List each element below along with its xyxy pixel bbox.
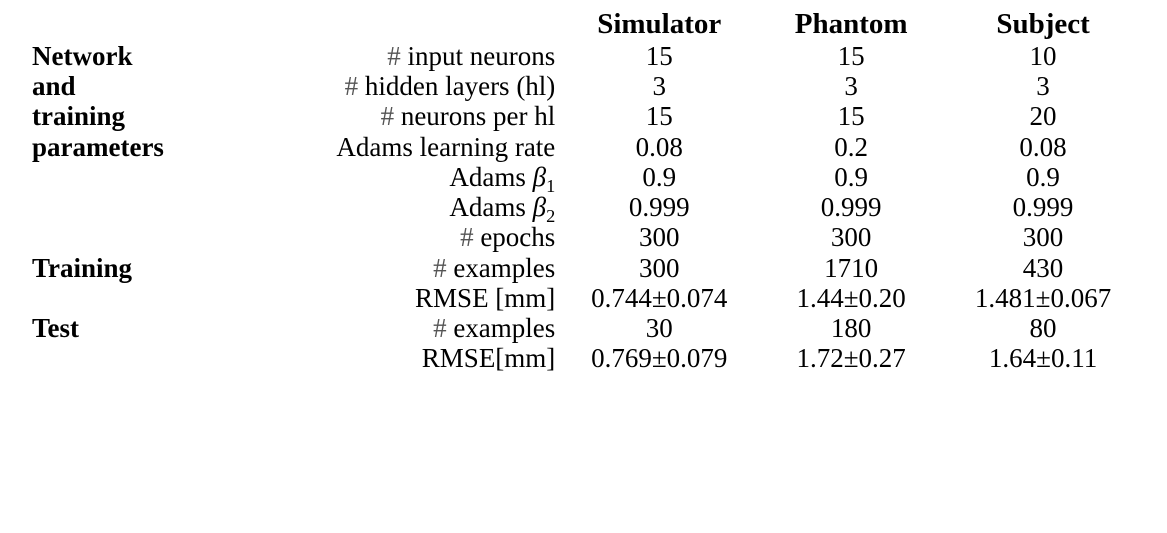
cell-simulator: 3 [652, 71, 666, 102]
cell-subject: 1.64±0.11 [988, 343, 1098, 374]
cell-simulator: 300 [638, 252, 680, 283]
cell-phantom: 3 [844, 71, 858, 102]
group-label-empty [28, 162, 230, 192]
table-container [0, 8, 1167, 533]
cell-subject: 1.481±0.067 [974, 282, 1112, 313]
cell-phantom: 0.2 [834, 131, 868, 162]
group-label-and: and [32, 71, 76, 102]
cell-phantom: 0.999 [820, 192, 882, 223]
cell-subject: 430 [1022, 252, 1064, 283]
row-label: Adams $\beta_1$ [449, 161, 556, 196]
header-blank-1 [28, 8, 230, 41]
cell-subject: 80 [1029, 313, 1057, 344]
group-label-training-params: training [32, 101, 126, 132]
group-label-network: Network [32, 41, 133, 71]
cell-phantom: 0.9 [834, 161, 868, 192]
row-label: # input neurons [387, 41, 556, 71]
table-row [28, 283, 1139, 313]
row-label: RMSE [mm] [415, 282, 556, 313]
group-label-empty [28, 343, 230, 373]
table-row [28, 132, 1139, 162]
cell-simulator: 0.999 [628, 192, 690, 223]
group-label-empty [28, 283, 230, 313]
cell-simulator: 15 [645, 101, 673, 132]
group-label-test: Test [32, 313, 80, 344]
cell-subject: 10 [1029, 41, 1057, 71]
cell-simulator: 30 [645, 313, 673, 344]
group-label-empty [28, 192, 230, 222]
cell-phantom: 180 [830, 313, 872, 344]
cell-phantom: 1.44±0.20 [796, 282, 906, 313]
cell-simulator: 0.9 [642, 161, 677, 192]
cell-phantom: 1710 [824, 252, 879, 283]
header-blank-2 [230, 8, 563, 41]
group-label-parameters: parameters [32, 131, 164, 162]
header-phantom: Phantom [794, 8, 908, 40]
cell-simulator: 0.744±0.074 [591, 282, 728, 313]
header-simulator: Simulator [597, 8, 722, 40]
row-label: # neurons per hl [380, 101, 556, 132]
cell-subject: 0.08 [1019, 131, 1067, 162]
table-row [28, 253, 1139, 283]
cell-simulator: 0.08 [635, 131, 683, 162]
group-label-training: Training [32, 252, 133, 283]
table-header-row [28, 8, 1139, 41]
cell-phantom: 15 [837, 101, 865, 132]
table-row [28, 343, 1139, 373]
row-label: # examples [433, 252, 556, 283]
table-row [28, 192, 1139, 222]
cell-subject: 0.999 [1012, 192, 1074, 223]
row-label: # epochs [460, 222, 556, 253]
table-row [28, 41, 1139, 71]
table-row [28, 162, 1139, 192]
row-label: Adams $\beta_2$ [449, 192, 556, 227]
row-label: RMSE[mm] [421, 343, 556, 374]
cell-phantom: 300 [830, 222, 872, 253]
row-label: # examples [433, 313, 556, 344]
cell-phantom: 15 [837, 41, 865, 71]
cell-subject: 3 [1036, 71, 1050, 102]
table-row [28, 313, 1139, 343]
group-label-empty [28, 222, 230, 252]
cell-simulator: 300 [638, 222, 680, 253]
cell-subject: 300 [1022, 222, 1064, 253]
header-subject: Subject [996, 8, 1090, 40]
row-label: Adams learning rate [336, 131, 556, 162]
parameters-table [28, 8, 1139, 374]
table-row [28, 101, 1139, 131]
table-row [28, 71, 1139, 101]
cell-subject: 20 [1029, 101, 1057, 132]
row-label: # hidden layers (hl) [344, 71, 556, 102]
cell-simulator: 15 [645, 41, 673, 71]
cell-simulator: 0.769±0.079 [591, 343, 728, 374]
cell-phantom: 1.72±0.27 [796, 343, 906, 374]
table-row [28, 222, 1139, 252]
cell-subject: 0.9 [1026, 161, 1060, 192]
